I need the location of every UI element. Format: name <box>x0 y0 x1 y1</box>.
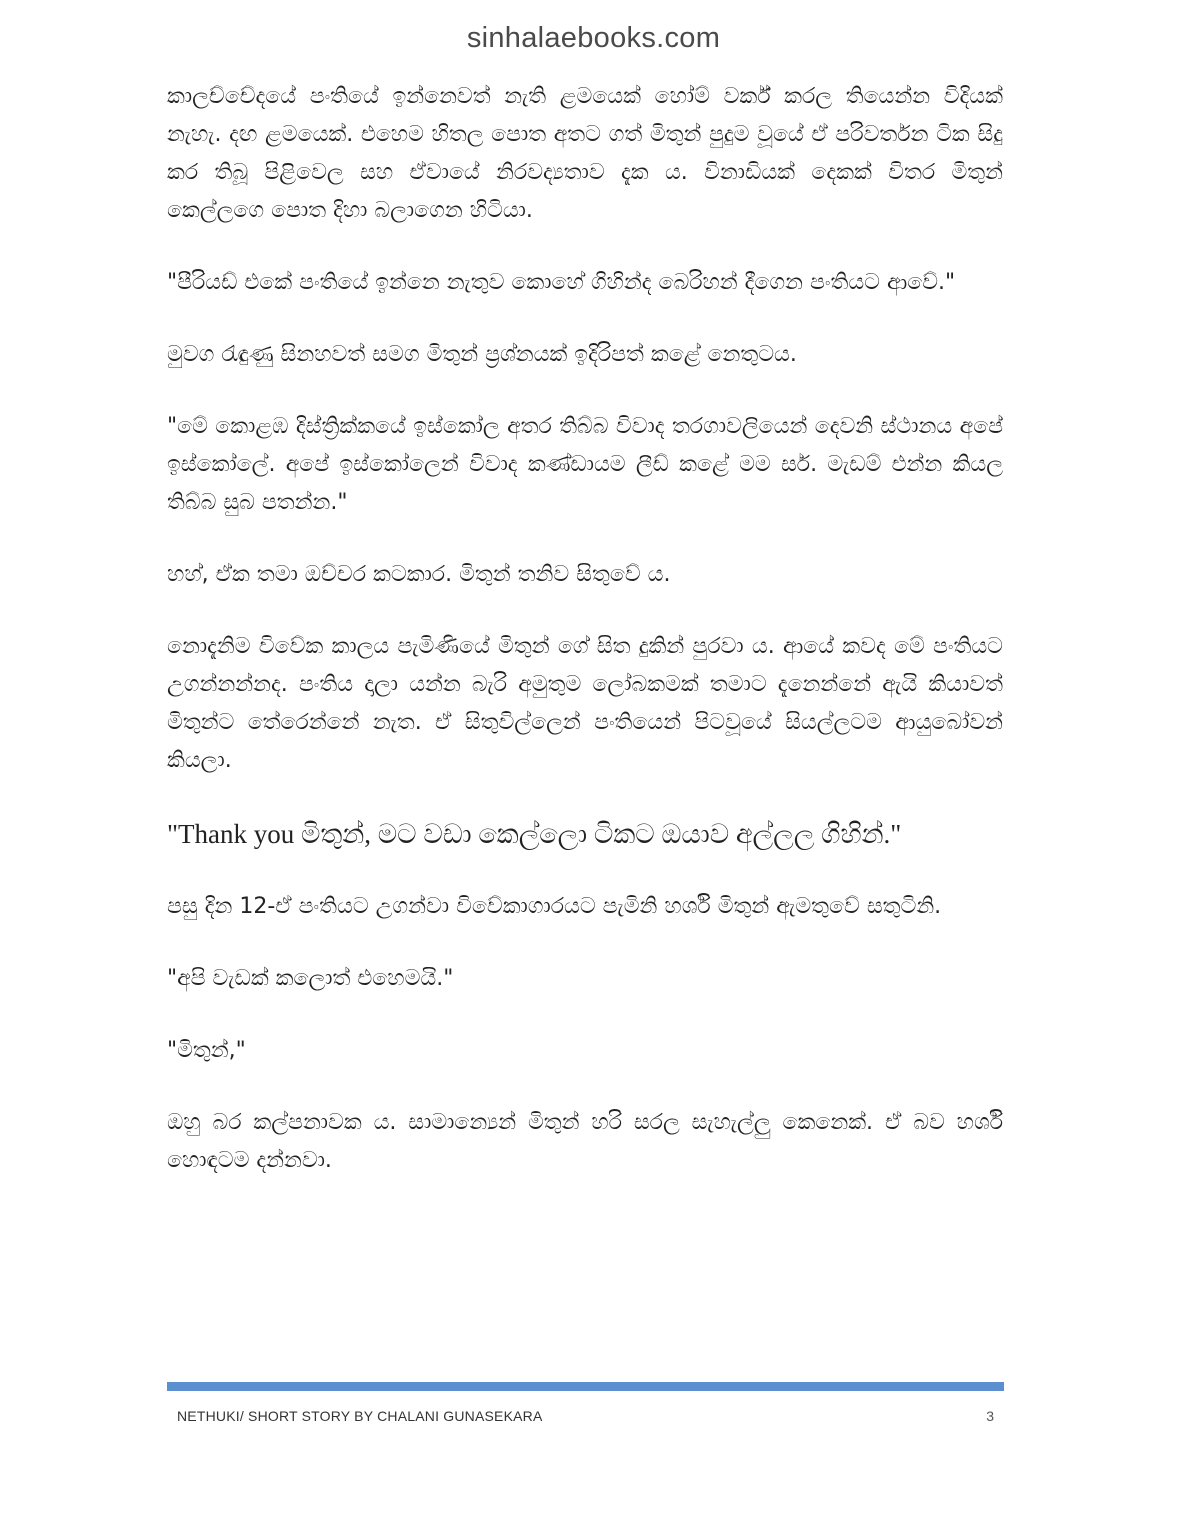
footer-rule <box>167 1382 1004 1391</box>
paragraph-smile: මුවග රැඳුණු සිනහවත් සමග මිතුන් ප්‍රශ්නයක් ඉදිරිපත් කළේ නෙතුටය. <box>167 342 797 367</box>
paragraph-thinking: ඔහු බර කල්පනාවක ය. සාමාන්‍යෙන් මිතුන් හරි සරල සැහැල්ලු කෙනෙක්. ඒ බව හර්ශි හොඳටම දන්නවා. <box>167 1110 1003 1173</box>
paragraph-work-reply: "අපි වැඩක් කලොත් එහෙමයි." <box>167 966 454 991</box>
paragraph-debate: "මේ කොළඹ දිස්ත්‍රික්කයේ ඉස්කෝල අතර තිබ්බ විවාද තරගාවලියෙන් දෙවනි ස්ථානය අපේ ඉස්කෝලේ. අපේ ඉස්කෝලෙන් විවාද කණ්ඩායම ලීඩ් කළේ මම සර්. මැඩම් එන්න කියල තිබ්බ සුබ පතන්න." <box>167 414 1003 515</box>
page-number: 3 <box>986 1408 994 1424</box>
paragraph-thought: හහ්, ඒක තමා ඔච්චර කටකාර. මිතුන් තනිව සිතුවේ ය. <box>167 562 671 587</box>
paragraph-period-question: "පීරියඩ් එකේ පංතියේ ඉන්නෙ නැතුව කොහේ ගිහින්ද බෙරිහන් දීගෙන පංතියට ආවේ." <box>167 270 956 295</box>
paragraph-next-day: පසු දින 12-ඒ පංතියට උගන්වා විවේකාගාරයට පැමිනි හර්ශි මිතුන් ඇමතුවේ සතුටිනි. <box>167 894 942 919</box>
paragraph-interval: නොදැනිම විවේක කාලය පැමිණියේ මිතුන් ගේ සිත දුකින් පුරවා ය. ආයේ කවද මේ පංතියට උගන්නන්නද. පංතිය දාලා යන්න බැරි අමුතුම ලෝබකමක් තමාට දැනෙන්නේ ඇයි කියාවත් මිතුන්ට තේරෙන්නේ නැත. ඒ සිතුවිල්ලෙන් පංතියෙන් පිටවූයේ සියල්ලටම ආයුබෝවන් කියලා. <box>167 634 1003 773</box>
paragraph-call-name: "මිතුන්," <box>167 1038 246 1063</box>
site-header: sinhalaebooks.com <box>466 22 721 54</box>
story-body <box>167 78 1003 1214</box>
paragraph-thank-you: "Thank you මිතුන්, මට වඩා කෙල්ලො ටිකට ඔයාව අල්ලල ගිහින්." <box>167 819 902 849</box>
paragraph-homework: කාලච්චේදයේ පංතියේ ඉන්නෙවත් නැති ළමයෙක් හෝම් වර්ක් කරල තියෙන්න විදියක් නැහැ. දඟ ළමයෙක්. එහෙම හිතල පොත අතට ගත් මිතුන් පුදුම වූයේ ඒ පරිවර්තන ටික සිදු කර තිබූ පිළිවෙල සහ ඒවායේ නිරවද්‍යතාව දැක ය. විනාඩියක් දෙකක් විතර මිතුන් කෙල්ලගෙ පොත දිහා බලාගෙන හිටියා. <box>167 84 1003 223</box>
footer-title: NETHUKI/ SHORT STORY BY CHALANI GUNASEKARA <box>177 1408 543 1424</box>
